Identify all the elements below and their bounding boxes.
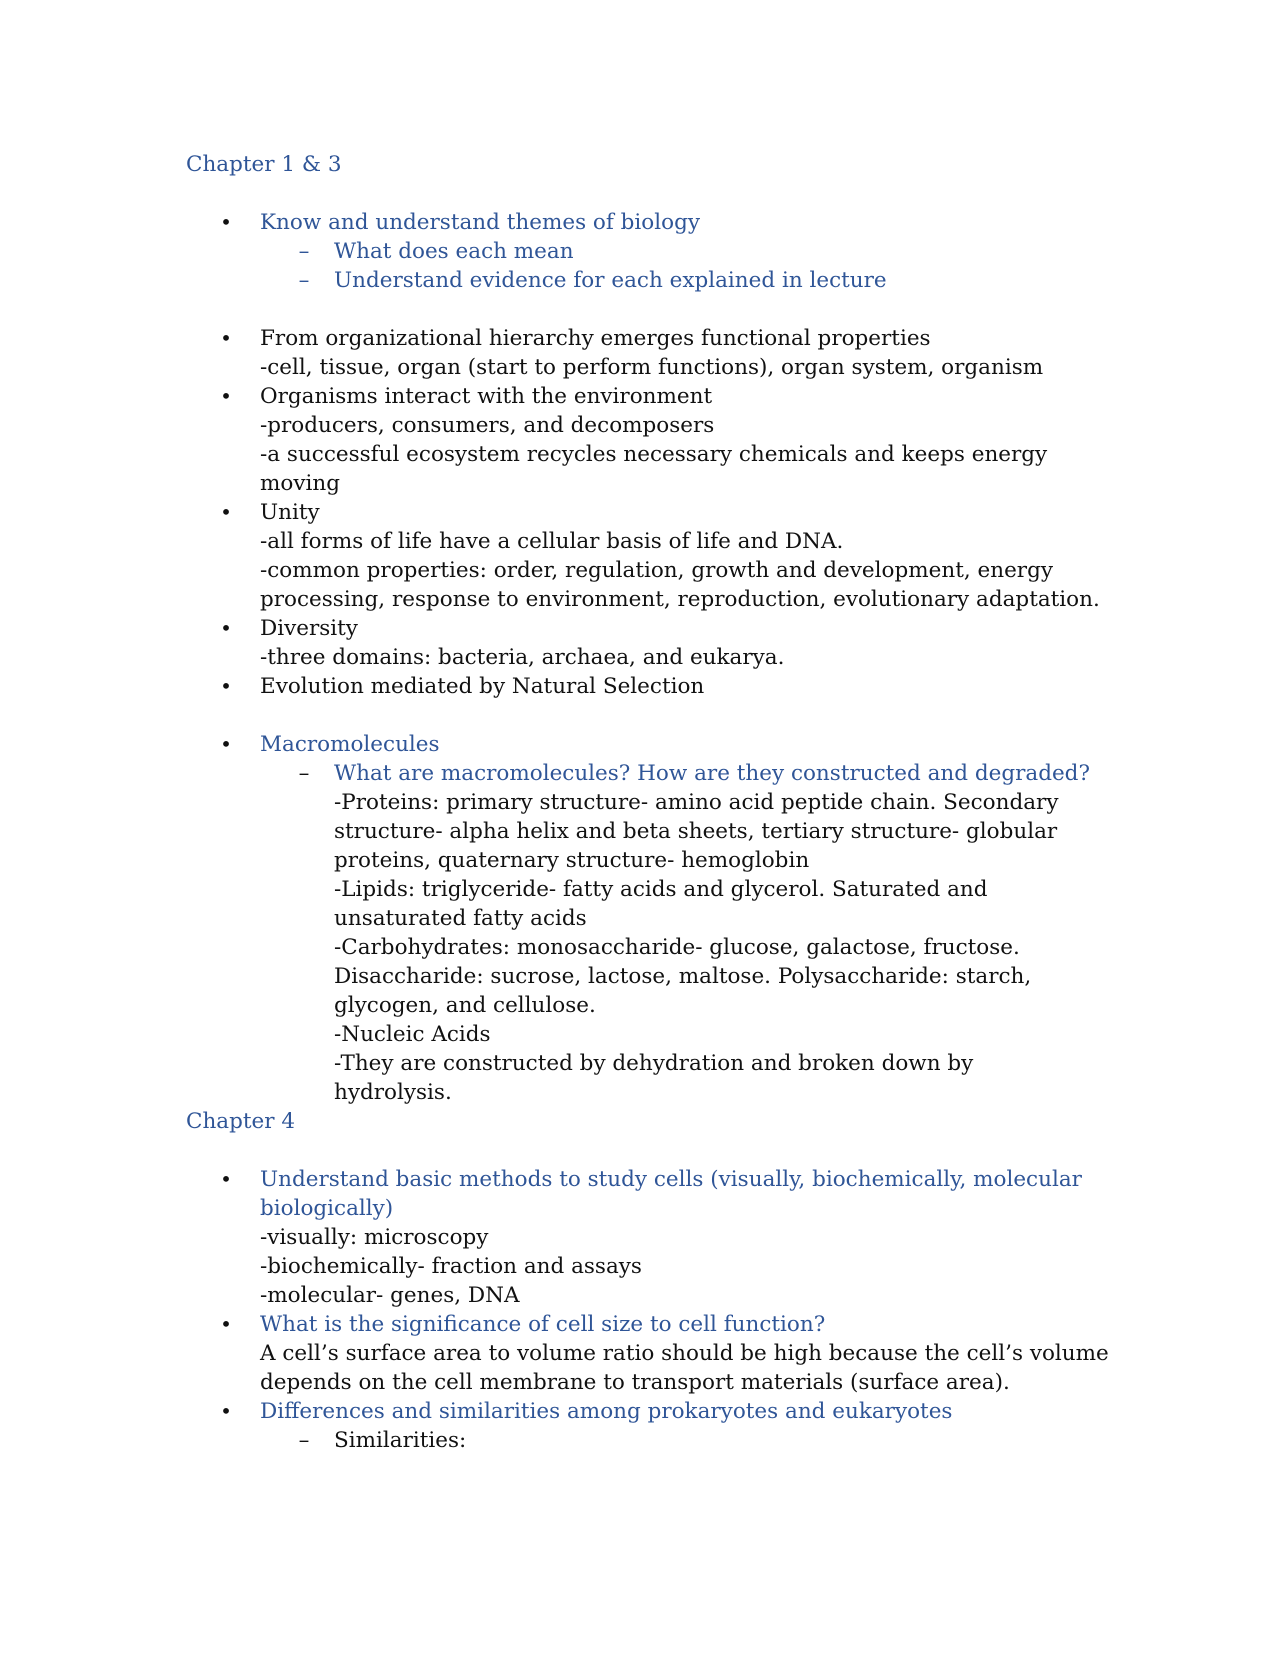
themes-item: Know and understand themes of biology: [260, 210, 700, 235]
bullet-icon: •: [220, 732, 232, 756]
unity-item: Unity: [260, 500, 320, 525]
methods-item-cont: biologically): [260, 1196, 394, 1221]
macro-line: proteins, quaternary structure- hemoglobin: [334, 848, 810, 873]
macro-line: unsaturated fatty acids: [334, 906, 587, 931]
macro-line: -Carbohydrates: monosaccharide- glucose, galactose, fructose.: [334, 935, 1020, 960]
hierarchy-line-1: -cell, tissue, organ (start to perform functions), organ system, organism: [260, 355, 1044, 380]
cell-size-item: What is the significance of cell size to cell function?: [260, 1312, 826, 1337]
methods-line-3: -molecular- genes, DNA: [260, 1283, 520, 1308]
bullet-icon: •: [220, 210, 232, 234]
unity-line-2: -common properties: order, regulation, growth and development, energy: [260, 558, 1053, 583]
hierarchy-item: From organizational hierarchy emerges functional properties: [260, 326, 931, 351]
chapter-4-heading: Chapter 4: [186, 1109, 296, 1134]
diversity-item: Diversity: [260, 616, 358, 641]
themes-sub-2: Understand evidence for each explained in lecture: [334, 268, 887, 293]
diversity-line-1: -three domains: bacteria, archaea, and eukarya.: [260, 645, 785, 670]
bullet-icon: •: [220, 674, 232, 698]
evolution-item: Evolution mediated by Natural Selection: [260, 674, 705, 699]
cell-size-line-1: A cell’s surface area to volume ratio should be high because the cell’s volume: [260, 1341, 1109, 1366]
macromolecules-question: What are macromolecules? How are they constructed and degraded?: [334, 761, 1090, 786]
methods-line-1: -visually: microscopy: [260, 1225, 489, 1250]
bullet-icon: •: [220, 326, 232, 350]
bullet-icon: •: [220, 1167, 232, 1191]
macro-line: -Lipids: triglyceride- fatty acids and glycerol. Saturated and: [334, 877, 988, 902]
macro-line: -Proteins: primary structure- amino acid peptide chain. Secondary: [334, 790, 1059, 815]
macromolecules-item: Macromolecules: [260, 732, 440, 757]
methods-line-2: -biochemically- fraction and assays: [260, 1254, 642, 1279]
bullet-icon: •: [220, 616, 232, 640]
dash-icon: –: [298, 239, 310, 264]
macro-line: Disaccharide: sucrose, lactose, maltose. Polysaccharide: starch,: [334, 964, 1032, 989]
cell-size-line-2: depends on the cell membrane to transport materials (surface area).: [260, 1370, 1010, 1395]
macro-line: -They are constructed by dehydration and broken down by: [334, 1051, 974, 1076]
bullet-icon: •: [220, 1312, 232, 1336]
prok-euk-item: Differences and similarities among prokaryotes and eukaryotes: [260, 1399, 953, 1424]
similarities-item: Similarities:: [334, 1428, 467, 1453]
macro-line: glycogen, and cellulose.: [334, 993, 596, 1018]
bullet-icon: •: [220, 384, 232, 408]
methods-item: Understand basic methods to study cells (visually, biochemically, molecular: [260, 1167, 1082, 1192]
environment-line-2: -a successful ecosystem recycles necessary chemicals and keeps energy: [260, 442, 1048, 467]
environment-line-1: -producers, consumers, and decomposers: [260, 413, 715, 438]
macro-line: structure- alpha helix and beta sheets, tertiary structure- globular: [334, 819, 1058, 844]
environment-item: Organisms interact with the environment: [260, 384, 713, 409]
dash-icon: –: [298, 268, 310, 293]
unity-line-1: -all forms of life have a cellular basis of life and DNA.: [260, 529, 844, 554]
bullet-icon: •: [220, 1399, 232, 1423]
environment-line-3: moving: [260, 471, 340, 496]
macro-line: -Nucleic Acids: [334, 1022, 491, 1047]
dash-icon: –: [298, 761, 310, 786]
themes-sub-1: What does each mean: [334, 239, 574, 264]
bullet-icon: •: [220, 500, 232, 524]
macro-line: hydrolysis.: [334, 1080, 452, 1105]
chapter-1-3-heading: Chapter 1 & 3: [186, 152, 342, 177]
dash-icon: –: [298, 1428, 310, 1453]
unity-line-3: processing, response to environment, reproduction, evolutionary adaptation.: [260, 587, 1100, 612]
